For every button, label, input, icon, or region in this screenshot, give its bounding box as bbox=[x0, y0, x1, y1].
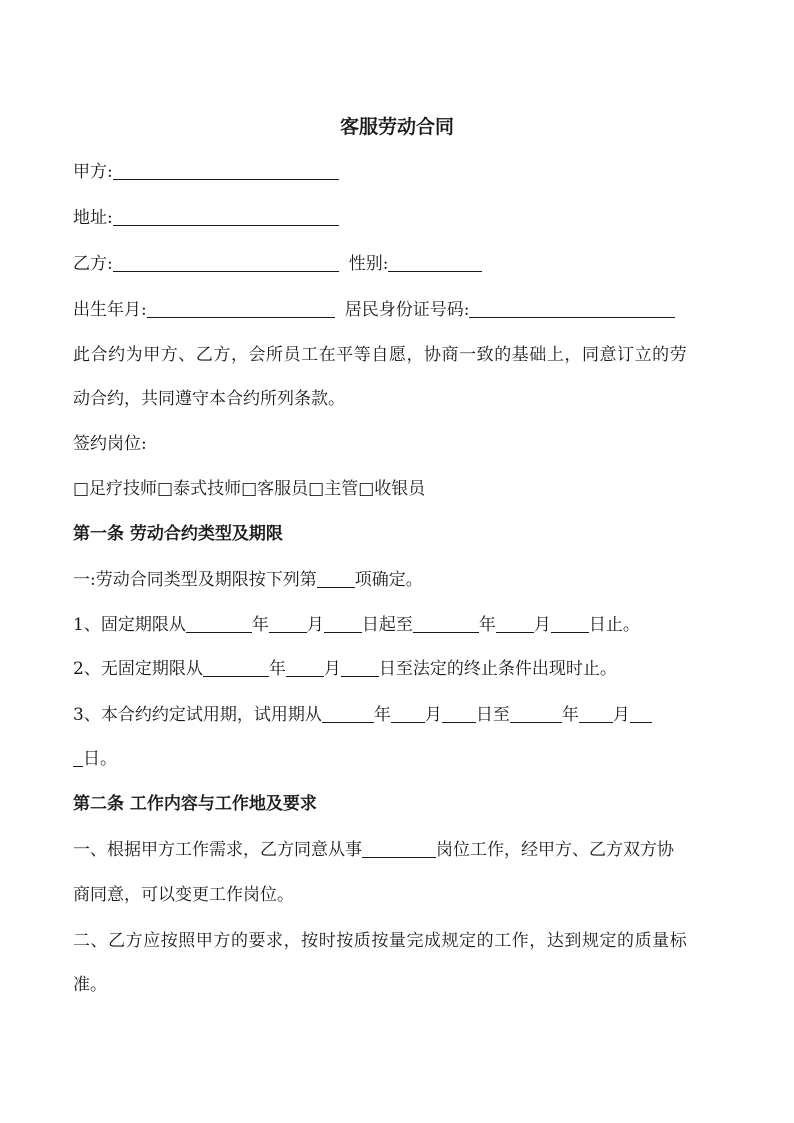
trial-end-day-blank-cont[interactable] bbox=[73, 748, 83, 767]
positions-checkbox-line[interactable]: □足疗技师□泰式技师□客服员□主管□收银员 bbox=[73, 479, 426, 499]
month-label: 月 bbox=[323, 659, 341, 679]
trial-start-year-blank[interactable] bbox=[322, 704, 374, 723]
trial-end-year-blank[interactable] bbox=[510, 704, 562, 723]
article-1-title: 第一条 劳动合约类型及期限 bbox=[73, 524, 283, 544]
art1-l1-text-a: 一:劳动合同类型及期限按下列第 bbox=[73, 570, 317, 590]
month-label: 月 bbox=[424, 705, 442, 725]
gender-label: 性别: bbox=[348, 254, 389, 274]
party-a-blank[interactable] bbox=[113, 161, 339, 180]
year-label: 年 bbox=[268, 659, 286, 679]
art1-l2-text: 1、固定期限从 bbox=[73, 615, 186, 635]
position-label: 签约岗位: bbox=[73, 434, 147, 454]
article-2-line-4: 准。 bbox=[73, 975, 107, 995]
address-blank[interactable] bbox=[113, 207, 339, 226]
art2-l1-text-a: 一、根据甲方工作需求，乙方同意从事 bbox=[73, 840, 362, 860]
year-label: 年 bbox=[251, 615, 269, 635]
end-label: 日止。 bbox=[588, 615, 640, 635]
article-1-line-4 bbox=[73, 703, 652, 727]
open-start-year-blank[interactable] bbox=[203, 658, 269, 677]
fixed-end-month-blank[interactable] bbox=[496, 614, 534, 633]
trial-end-month-blank[interactable] bbox=[579, 704, 613, 723]
birth-blank[interactable] bbox=[147, 299, 335, 318]
art1-item-blank[interactable] bbox=[317, 569, 355, 588]
from-label: 日起至 bbox=[361, 615, 413, 635]
article-2-line-3: 二、乙方应按照甲方的要求，按时按质按量完成规定的工作，达到规定的质量标 bbox=[73, 931, 688, 951]
year-label: 年 bbox=[373, 705, 391, 725]
document-title: 客服劳动合同 bbox=[339, 116, 454, 138]
year-label: 年 bbox=[561, 705, 579, 725]
article-2-line-2: 商同意，可以变更工作岗位。 bbox=[73, 885, 294, 905]
intro-line-1: 此合约为甲方、乙方，会所员工在平等自愿，协商一致的基础上，同意订立的劳 bbox=[73, 345, 688, 365]
day-end-label: 日。 bbox=[83, 749, 117, 769]
month-label: 月 bbox=[533, 615, 551, 635]
address-line bbox=[73, 206, 339, 230]
id-label: 居民身份证号码: bbox=[344, 300, 470, 320]
fixed-end-year-blank[interactable] bbox=[413, 614, 479, 633]
id-blank[interactable] bbox=[469, 299, 675, 318]
art1-l4-text: 3、本合约约定试用期，试用期从 bbox=[73, 705, 322, 725]
trial-start-day-blank[interactable] bbox=[442, 704, 476, 723]
article-2-line-1 bbox=[73, 838, 674, 862]
article-1-line-1 bbox=[73, 568, 423, 592]
gender-blank[interactable] bbox=[388, 253, 482, 272]
month-label: 月 bbox=[612, 705, 630, 725]
fixed-start-year-blank[interactable] bbox=[186, 614, 252, 633]
fixed-end-day-blank[interactable] bbox=[551, 614, 589, 633]
month-label: 月 bbox=[306, 615, 324, 635]
article-1-line-3 bbox=[73, 657, 617, 681]
article-1-line-5 bbox=[73, 747, 117, 771]
to-label: 日至 bbox=[475, 705, 510, 725]
fixed-start-day-blank[interactable] bbox=[324, 614, 362, 633]
year-label: 年 bbox=[478, 615, 496, 635]
job-position-blank[interactable] bbox=[362, 839, 436, 858]
art2-l1-text-b: 岗位工作，经甲方、乙方双方协 bbox=[436, 840, 674, 860]
end-label: 日至法定的终止条件出现时止。 bbox=[378, 659, 617, 679]
birth-id-line bbox=[73, 298, 675, 322]
open-start-day-blank[interactable] bbox=[341, 658, 379, 677]
article-1-line-2 bbox=[73, 613, 640, 637]
art1-l3-text: 2、无固定期限从 bbox=[73, 659, 203, 679]
birth-label: 出生年月: bbox=[73, 300, 147, 320]
art1-l1-text-b: 项确定。 bbox=[354, 570, 423, 590]
party-a-label: 甲方: bbox=[73, 162, 113, 182]
open-start-month-blank[interactable] bbox=[286, 658, 324, 677]
article-2-title: 第二条 工作内容与工作地及要求 bbox=[73, 794, 317, 814]
fixed-start-month-blank[interactable] bbox=[269, 614, 307, 633]
trial-end-day-blank[interactable] bbox=[630, 704, 652, 723]
party-b-label: 乙方: bbox=[73, 254, 113, 274]
address-label: 地址: bbox=[73, 208, 113, 228]
intro-line-2: 动合约，共同遵守本合约所列条款。 bbox=[73, 389, 345, 409]
party-b-blank[interactable] bbox=[113, 253, 339, 272]
trial-start-month-blank[interactable] bbox=[391, 704, 425, 723]
party-b-line bbox=[73, 252, 482, 276]
party-a-line bbox=[73, 160, 339, 184]
